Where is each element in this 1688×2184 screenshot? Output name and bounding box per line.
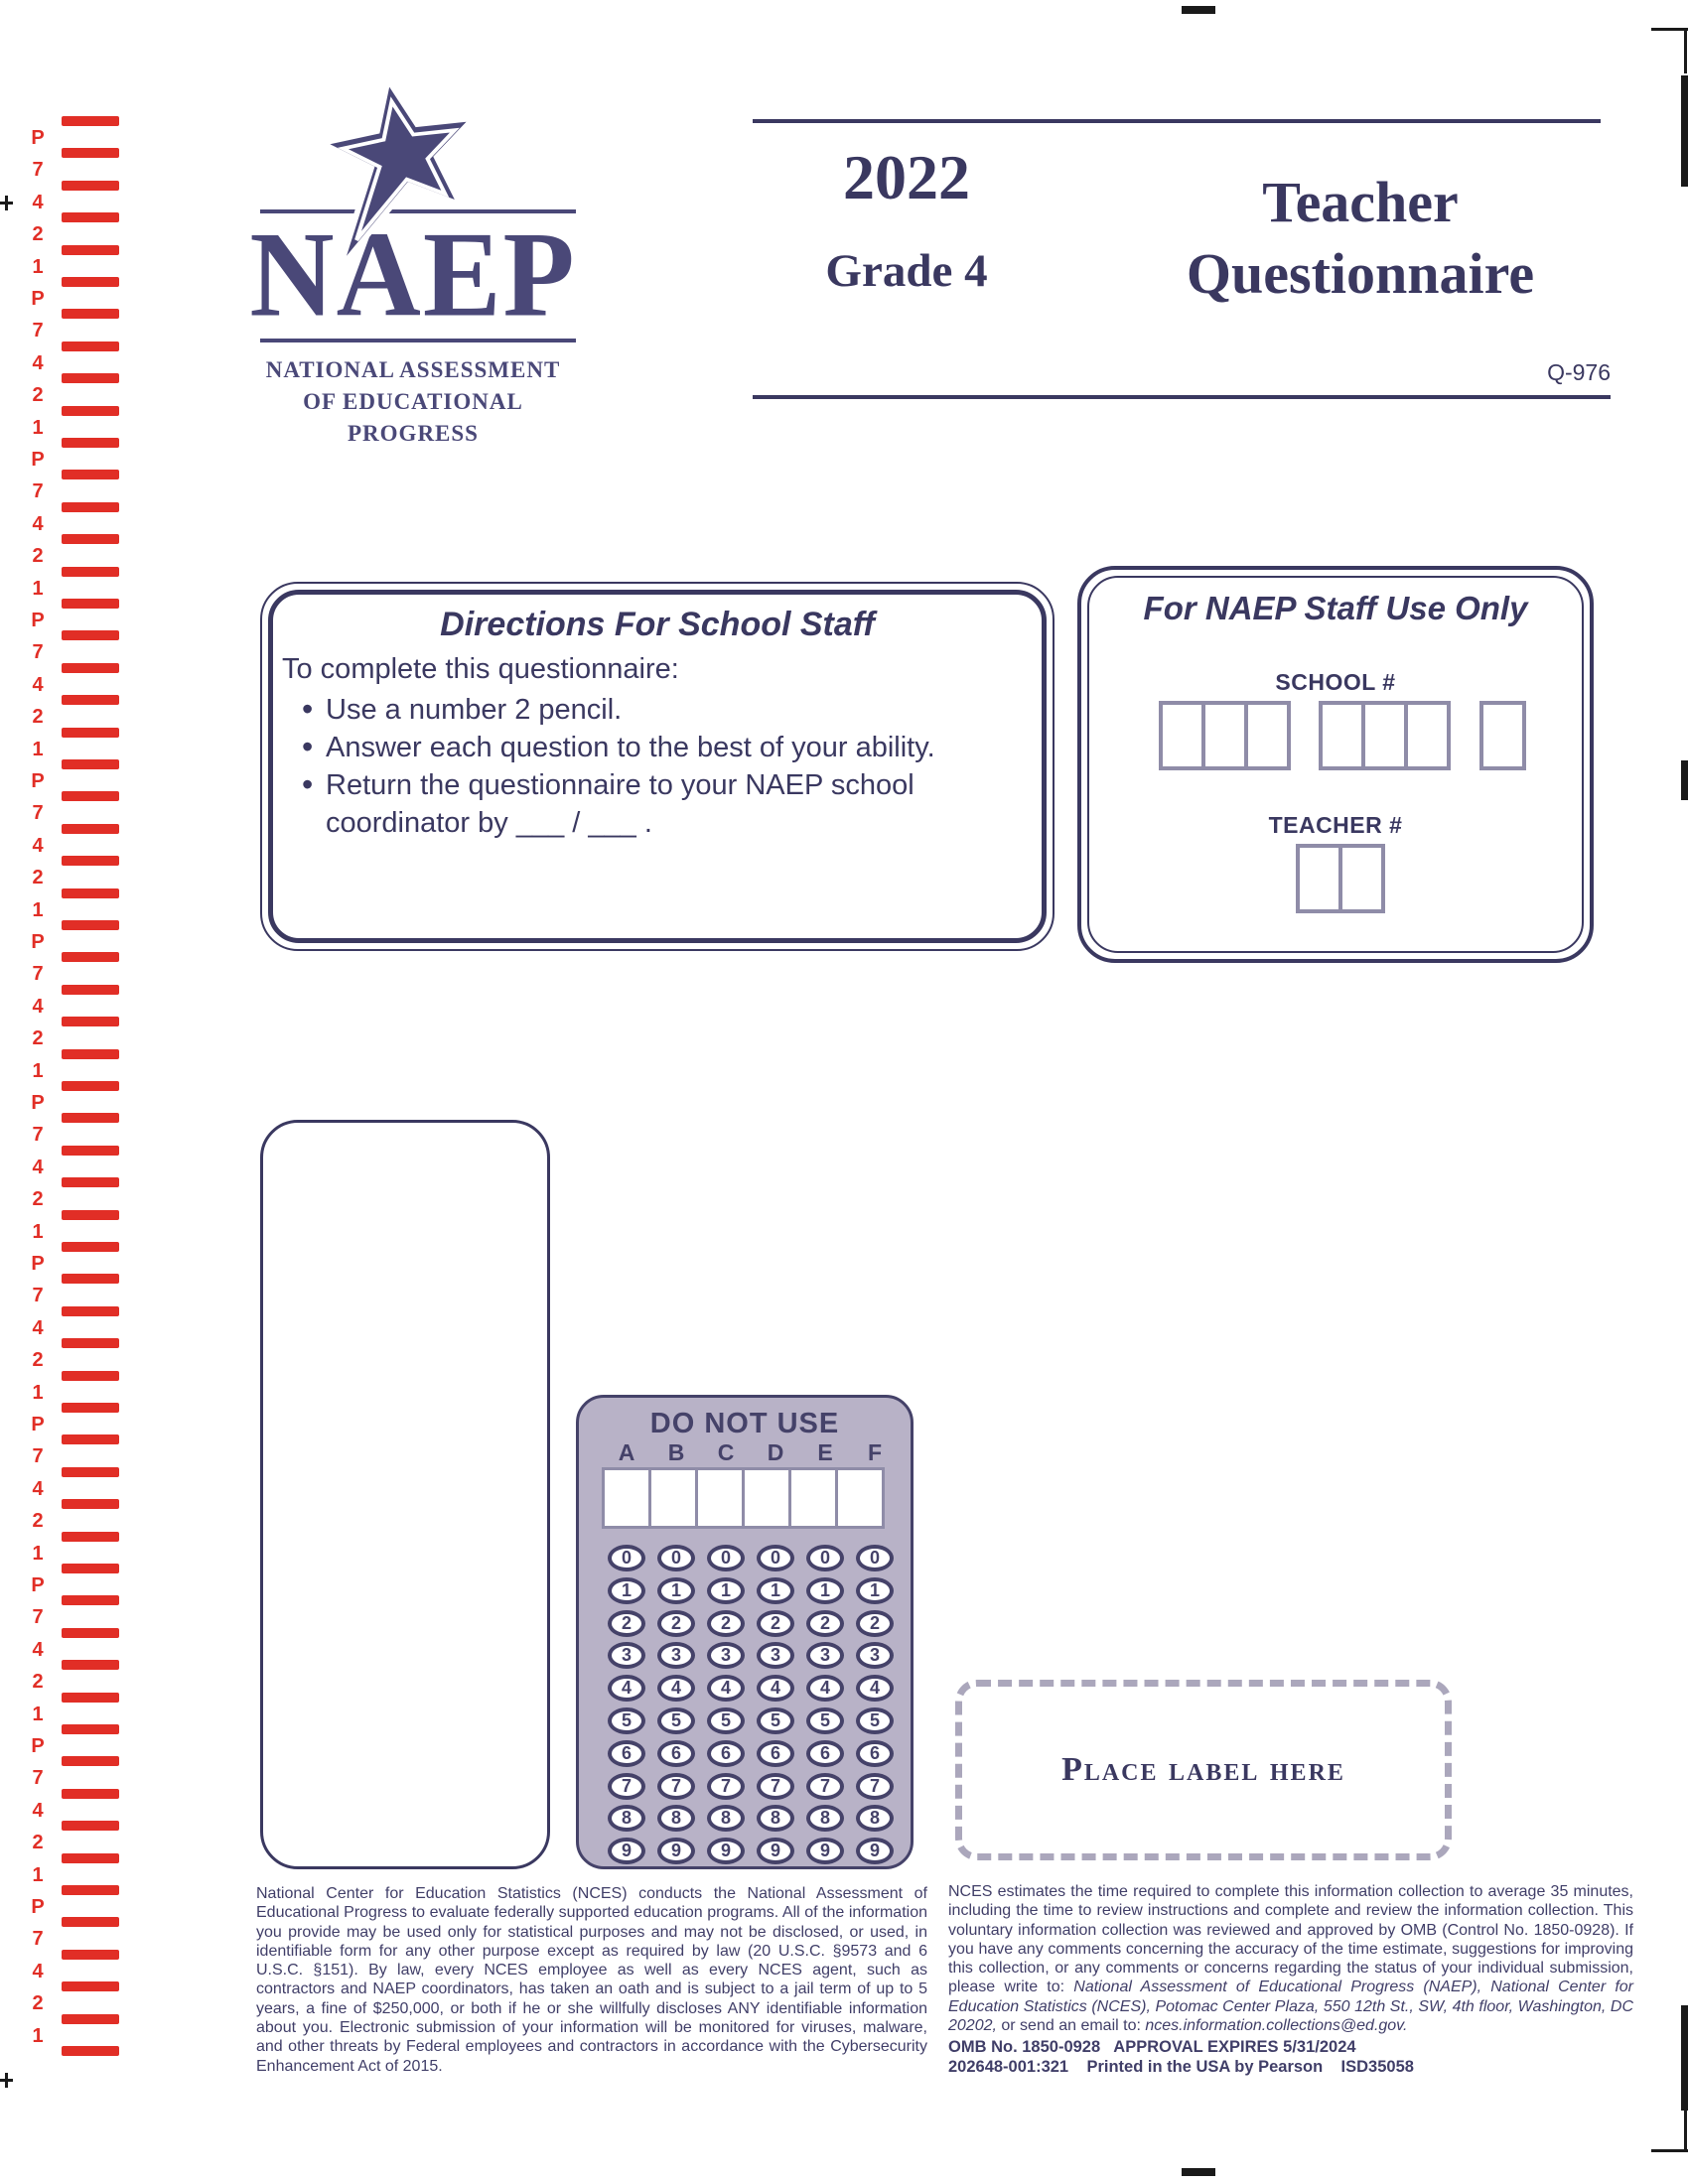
timing-letter: 1 — [32, 738, 44, 760]
dnu-bubble-digit-2[interactable]: 2 — [757, 1610, 794, 1637]
dnu-bubble-digit-0[interactable]: 0 — [856, 1545, 894, 1571]
timing-letter: 4 — [32, 995, 44, 1018]
place-label-box — [955, 1680, 1452, 1860]
naep-staff-box-title: For NAEP Staff Use Only — [1143, 590, 1528, 626]
dnu-bubble-digit-2[interactable]: 2 — [707, 1610, 745, 1637]
dnu-bubble-digit-6[interactable]: 6 — [806, 1740, 844, 1767]
dnu-bubble-digit-8[interactable]: 8 — [707, 1805, 745, 1832]
timing-letter: 4 — [32, 1638, 44, 1661]
dnu-bubble-digit-1[interactable]: 1 — [806, 1577, 844, 1604]
timing-letter: P — [31, 610, 45, 631]
timing-letter: 4 — [32, 191, 44, 213]
timing-letter: 4 — [32, 1960, 44, 1982]
school-cell-group — [1159, 701, 1291, 770]
timing-bar — [62, 1981, 119, 1991]
crosshair-left-bottom-vertical — [5, 2073, 8, 2088]
directions-bullet-list — [300, 691, 1001, 842]
dnu-column-letter-F: F — [867, 1439, 883, 1465]
registration-corner-top-vertical — [1684, 28, 1687, 73]
timing-bar — [62, 1017, 119, 1026]
timing-bar — [62, 1693, 119, 1703]
timing-bar — [62, 470, 119, 479]
directions-box — [260, 582, 1055, 951]
dnu-column-letter-D: D — [767, 1439, 784, 1465]
omb-approval-line: OMB No. 1850-0928 APPROVAL EXPIRES 5/31/2024 — [948, 2038, 1356, 2057]
dnu-bubble-digit-3[interactable]: 3 — [806, 1642, 844, 1669]
timing-letter: 2 — [32, 545, 44, 568]
timing-letter: 2 — [32, 1510, 44, 1533]
registration-bar-right-top — [1681, 75, 1688, 187]
school-number-cell[interactable] — [1159, 701, 1205, 770]
timing-letter: P — [31, 1414, 45, 1435]
dnu-bubble-digit-3[interactable]: 3 — [608, 1642, 645, 1669]
timing-letter: 2 — [32, 1671, 44, 1694]
timing-bar — [62, 1242, 119, 1252]
legal-right-paragraph — [948, 1882, 1633, 2035]
dnu-bubble-digit-0[interactable]: 0 — [608, 1545, 645, 1571]
timing-bar — [62, 373, 119, 383]
timing-letter: P — [31, 1253, 45, 1275]
dnu-bubble-digit-8[interactable]: 8 — [657, 1805, 695, 1832]
dnu-bubble-digit-9[interactable]: 9 — [608, 1838, 645, 1864]
dnu-bubble-digit-5[interactable]: 5 — [757, 1707, 794, 1734]
dnu-bubble-digit-8[interactable]: 8 — [608, 1805, 645, 1832]
timing-bar — [62, 567, 119, 577]
timing-letter: 1 — [32, 1863, 44, 1886]
dnu-bubble-digit-0[interactable]: 0 — [757, 1545, 794, 1571]
registration-corner-top-horizontal — [1651, 28, 1688, 31]
registration-dash-bottom — [1182, 2168, 1215, 2176]
registration-bar-right-bottom — [1681, 2005, 1688, 2111]
dnu-bubble-digit-9[interactable]: 9 — [707, 1838, 745, 1864]
dnu-bubble-digit-0[interactable]: 0 — [707, 1545, 745, 1571]
timing-bar — [62, 1467, 119, 1477]
timing-letter: P — [31, 931, 45, 953]
dnu-bubble-digit-3[interactable]: 3 — [657, 1642, 695, 1669]
dnu-write-cell[interactable] — [835, 1467, 885, 1529]
dnu-bubble-digit-1[interactable]: 1 — [707, 1577, 745, 1604]
dnu-bubble-digit-4[interactable]: 4 — [806, 1675, 844, 1702]
timing-letter: 7 — [32, 1767, 44, 1790]
dnu-bubble-digit-2[interactable]: 2 — [608, 1610, 645, 1637]
timing-letter: 4 — [32, 1477, 44, 1500]
directions-intro: To complete this questionnaire: — [282, 653, 679, 685]
timing-bar — [62, 341, 119, 351]
naep-star-icon — [300, 83, 494, 262]
timing-letter: 1 — [32, 2024, 44, 2047]
dnu-bubble-digit-1[interactable]: 1 — [608, 1577, 645, 1604]
dnu-bubble-digit-3[interactable]: 3 — [707, 1642, 745, 1669]
dnu-write-cell[interactable] — [602, 1467, 651, 1529]
questionnaire-title — [1082, 167, 1638, 310]
timing-letter: 4 — [32, 1316, 44, 1339]
timing-bar — [62, 277, 119, 287]
dnu-bubble-digit-7[interactable]: 7 — [657, 1773, 695, 1800]
directions-box-title: Directions For School Staff — [440, 606, 875, 643]
timing-letter: 7 — [32, 1124, 44, 1147]
dnu-bubble-digit-5[interactable]: 5 — [707, 1707, 745, 1734]
timing-bar — [62, 1338, 119, 1348]
dnu-bubble-digit-7[interactable]: 7 — [608, 1773, 645, 1800]
school-number-cell[interactable] — [1244, 701, 1291, 770]
timing-letter: P — [31, 1735, 45, 1757]
registration-bar-right-middle — [1681, 760, 1688, 800]
dnu-write-cell[interactable] — [788, 1467, 838, 1529]
timing-letter: 7 — [32, 1285, 44, 1307]
dnu-bubble-digit-2[interactable]: 2 — [657, 1610, 695, 1637]
timing-letter: P — [31, 1896, 45, 1918]
dnu-bubble-digit-1[interactable]: 1 — [657, 1577, 695, 1604]
directions-bullet-3: • Return the questionnaire to your NAEP school coordinator by ___ / ___ . — [300, 766, 1001, 842]
dnu-bubble-digit-7[interactable]: 7 — [856, 1773, 894, 1800]
timing-bar — [62, 1821, 119, 1831]
timing-letter: 2 — [32, 1349, 44, 1372]
timing-bar — [62, 1049, 119, 1059]
legal-right-italic-segment: National Assessment of Educational Progress (NAEP), National Center for Education Statistics (NCES), Potomac Center Plaza, 550 12th St., SW, 4th floor, Washington, DC 20202, — [948, 1979, 1633, 2035]
dnu-bubble-digit-9[interactable]: 9 — [806, 1838, 844, 1864]
timing-letter: 4 — [32, 673, 44, 696]
form-code: Q-976 — [1547, 359, 1611, 385]
timing-bar — [62, 1532, 119, 1542]
timing-bar — [62, 1950, 119, 1960]
timing-bar — [62, 759, 119, 769]
timing-letter: 4 — [32, 351, 44, 374]
dnu-bubble-digit-7[interactable]: 7 — [707, 1773, 745, 1800]
timing-letter: 1 — [32, 1220, 44, 1243]
dnu-bubble-digit-2[interactable]: 2 — [806, 1610, 844, 1637]
timing-letter: 4 — [32, 834, 44, 857]
dnu-bubble-digit-5[interactable]: 5 — [806, 1707, 844, 1734]
timing-letter: P — [31, 770, 45, 792]
dnu-bubble-digit-8[interactable]: 8 — [856, 1805, 894, 1832]
timing-bar — [62, 728, 119, 738]
timing-bar — [62, 630, 119, 640]
header-rule-top — [753, 119, 1601, 123]
timing-letter: 1 — [32, 1381, 44, 1404]
dnu-bubble-digit-4[interactable]: 4 — [856, 1675, 894, 1702]
legal-right-italic-segment: nces.information.collections@ed.gov. — [1145, 2017, 1408, 2035]
timing-bar — [62, 952, 119, 962]
blank-write-in-box — [260, 1120, 550, 1869]
timing-letter: 1 — [32, 416, 44, 439]
dnu-bubble-digit-7[interactable]: 7 — [757, 1773, 794, 1800]
dnu-column-letter-C: C — [717, 1439, 735, 1465]
timing-bar — [62, 1756, 119, 1766]
timing-letter: 2 — [32, 1188, 44, 1211]
timing-letter: P — [31, 1574, 45, 1596]
legal-right-block — [948, 1882, 1633, 2077]
dnu-bubble-digit-4[interactable]: 4 — [608, 1675, 645, 1702]
questionnaire-title-line2: Questionnaire — [1186, 241, 1535, 306]
timing-bar — [62, 1595, 119, 1605]
timing-letter: P — [31, 127, 45, 149]
timing-bar — [62, 1660, 119, 1670]
timing-letter: 1 — [32, 1542, 44, 1565]
timing-bar — [62, 1917, 119, 1927]
timing-bar — [62, 1789, 119, 1799]
timing-bar — [62, 438, 119, 448]
timing-bar — [62, 1113, 119, 1123]
legal-right-segment: or send an email to: — [996, 2017, 1146, 2035]
timing-bar — [62, 824, 119, 834]
timing-bar — [62, 1274, 119, 1284]
school-cell-group — [1319, 701, 1451, 770]
do-not-use-title: DO NOT USE — [649, 1408, 840, 1439]
timing-bar — [62, 212, 119, 222]
teacher-number-cell[interactable] — [1296, 844, 1342, 913]
dnu-bubble-digit-2[interactable]: 2 — [856, 1610, 894, 1637]
timing-bar — [62, 181, 119, 191]
dnu-bubble-digit-9[interactable]: 9 — [856, 1838, 894, 1864]
timing-bar — [62, 888, 119, 898]
timing-letter: 2 — [32, 706, 44, 729]
timing-bar — [62, 1499, 119, 1509]
dnu-bubble-digit-4[interactable]: 4 — [657, 1675, 695, 1702]
school-number-cell[interactable] — [1361, 701, 1408, 770]
dnu-column-letter-B: B — [667, 1439, 685, 1465]
dnu-write-cell[interactable] — [695, 1467, 745, 1529]
timing-bar — [62, 534, 119, 544]
dnu-column-letter-A: A — [618, 1439, 635, 1465]
dnu-bubble-digit-6[interactable]: 6 — [608, 1740, 645, 1767]
dnu-bubble-digit-7[interactable]: 7 — [806, 1773, 844, 1800]
school-number-label: SCHOOL # — [1275, 669, 1396, 695]
school-number-cell[interactable] — [1201, 701, 1248, 770]
dnu-bubble-digit-4[interactable]: 4 — [757, 1675, 794, 1702]
timing-letter: P — [31, 449, 45, 471]
timing-letter: 1 — [32, 1059, 44, 1082]
timing-letter: P — [31, 288, 45, 310]
timing-letter: 1 — [32, 898, 44, 921]
timing-bar — [62, 116, 119, 126]
timing-bar — [62, 2046, 119, 2056]
timing-letter: 4 — [32, 512, 44, 535]
legal-left-paragraph: National Center for Education Statistics (NCES) conducts the National Assessment of Educational Progress to evaluate federally supported education programs. All of the information you provide may be used only for statistical purposes and may not be disclosed, or used, in identifiable form for any other purpose except as required by law (20 U.S.C. §9573 and 6 U.S.C. §151). By law, every NCES employee as well as every NCES agent, such as contractors and NAEP coordinators, has taken an oath and is subject to a jail term of up to 5 years, a fine of $250,000, or both if he or she willfully discloses ANY identifiable information about you. Electronic submission of your information will be monitored for viruses, malware, and other threats by Federal employees and contractors in accordance with the Cybersecurity Enhancement Act of 2015. — [256, 1885, 927, 2075]
dnu-write-cell[interactable] — [648, 1467, 698, 1529]
timing-letter: 7 — [32, 480, 44, 503]
print-code-line: 202648-001:321 Printed in the USA by Pearson ISD35058 — [948, 2058, 1414, 2077]
registration-corner-bottom-vertical — [1684, 2111, 1687, 2152]
timing-bar — [62, 663, 119, 673]
timing-letter: 4 — [32, 1156, 44, 1178]
dnu-bubble-digit-3[interactable]: 3 — [757, 1642, 794, 1669]
timing-letter: P — [31, 1092, 45, 1114]
dnu-bubble-digit-9[interactable]: 9 — [657, 1838, 695, 1864]
timing-bar — [62, 856, 119, 866]
timing-bar — [62, 1403, 119, 1413]
timing-bar — [62, 309, 119, 319]
dnu-bubble-digit-9[interactable]: 9 — [757, 1838, 794, 1864]
dnu-bubble-digit-8[interactable]: 8 — [806, 1805, 844, 1832]
timing-bar — [62, 985, 119, 995]
timing-letter: 4 — [32, 1799, 44, 1822]
school-number-cell[interactable] — [1404, 701, 1451, 770]
timing-letter: 7 — [32, 1606, 44, 1629]
assessment-year: 2022 — [843, 142, 970, 212]
timing-bar — [62, 599, 119, 609]
timing-bar — [62, 1853, 119, 1863]
org-name-line1: NATIONAL ASSESSMENT — [265, 357, 561, 382]
timing-letter: 2 — [32, 384, 44, 407]
org-name-line2: OF EDUCATIONAL — [303, 389, 523, 414]
crosshair-left-top-vertical — [5, 196, 8, 210]
timing-bar — [62, 406, 119, 416]
timing-bar — [62, 1628, 119, 1638]
directions-bullet-1: • Use a number 2 pencil. — [300, 691, 1001, 729]
dnu-bubble-digit-1[interactable]: 1 — [856, 1577, 894, 1604]
timing-bar — [62, 695, 119, 705]
timing-bar — [62, 920, 119, 930]
dnu-bubble-digit-6[interactable]: 6 — [757, 1740, 794, 1767]
timing-bar — [62, 1306, 119, 1316]
teacher-cell-group — [1296, 844, 1385, 913]
timing-bar — [62, 148, 119, 158]
timing-letter: 7 — [32, 641, 44, 664]
timing-bar — [62, 1210, 119, 1220]
dnu-bubble-digit-1[interactable]: 1 — [757, 1577, 794, 1604]
dnu-write-cells-row — [602, 1467, 885, 1529]
timing-letter: 2 — [32, 223, 44, 246]
timing-bar — [62, 1434, 119, 1444]
place-label-text: Place label here — [1061, 1751, 1345, 1788]
dnu-column-letter-E: E — [817, 1439, 833, 1465]
timing-letter: 7 — [32, 1928, 44, 1951]
school-number-cell[interactable] — [1479, 701, 1526, 770]
org-name-line3: PROGRESS — [348, 421, 479, 446]
timing-letter: 7 — [32, 1445, 44, 1468]
questionnaire-title-line1: Teacher — [1262, 170, 1459, 234]
dnu-bubble-digit-6[interactable]: 6 — [856, 1740, 894, 1767]
grade-label: Grade 4 — [825, 245, 988, 297]
dnu-bubble-digit-3[interactable]: 3 — [856, 1642, 894, 1669]
dnu-bubble-digit-0[interactable]: 0 — [657, 1545, 695, 1571]
timing-letter: 1 — [32, 577, 44, 600]
school-cell-group — [1479, 701, 1526, 770]
teacher-number-label: TEACHER # — [1268, 812, 1403, 838]
timing-bar — [62, 502, 119, 512]
timing-bar — [62, 1146, 119, 1156]
dnu-bubble-digit-6[interactable]: 6 — [707, 1740, 745, 1767]
timing-letter: 7 — [32, 159, 44, 182]
timing-bar — [62, 245, 119, 255]
naep-logo-acronym: NAEP — [249, 206, 577, 342]
header-rule-bottom — [753, 395, 1611, 399]
dnu-bubble-digit-5[interactable]: 5 — [608, 1707, 645, 1734]
timing-letter: 2 — [32, 1027, 44, 1050]
registration-corner-bottom-horizontal — [1651, 2149, 1688, 2152]
timing-bar — [62, 1885, 119, 1895]
teacher-number-cell[interactable] — [1338, 844, 1385, 913]
school-number-cell[interactable] — [1319, 701, 1365, 770]
dnu-bubble-digit-4[interactable]: 4 — [707, 1675, 745, 1702]
timing-bar — [62, 1081, 119, 1091]
timing-bar — [62, 791, 119, 801]
timing-bar — [62, 1177, 119, 1187]
timing-bar — [62, 2014, 119, 2024]
dnu-bubble-digit-8[interactable]: 8 — [757, 1805, 794, 1832]
timing-letter: 7 — [32, 320, 44, 342]
timing-letter: 2 — [32, 1832, 44, 1854]
timing-letter: 7 — [32, 963, 44, 986]
timing-bar — [62, 1724, 119, 1734]
legal-right-segment: NCES estimates the time required to complete this information collection to average 35 minutes, including the time to review instructions and complete and review the information collection. This voluntary information collection was reviewed and approved by OMB (Control No. 1850-0928). If you have any comments concerning the accuracy of the time estimate, suggestions for improving this collection, or any comments or concerns regarding the status of your individual submission, please write to: — [948, 1883, 1633, 1996]
timing-letter: 2 — [32, 867, 44, 889]
timing-bar — [62, 1564, 119, 1573]
timing-letter: 1 — [32, 1703, 44, 1725]
dnu-bubble-digit-5[interactable]: 5 — [657, 1707, 695, 1734]
timing-letter: 1 — [32, 255, 44, 278]
dnu-bubble-digit-6[interactable]: 6 — [657, 1740, 695, 1767]
registration-dash-top — [1182, 6, 1215, 14]
timing-letter: 2 — [32, 1992, 44, 2015]
dnu-write-cell[interactable] — [742, 1467, 791, 1529]
do-not-use-panel — [576, 1395, 914, 1869]
dnu-bubble-digit-5[interactable]: 5 — [856, 1707, 894, 1734]
timing-bar — [62, 1371, 119, 1381]
directions-bullet-2: • Answer each question to the best of your ability. — [300, 729, 1001, 766]
dnu-bubble-digit-0[interactable]: 0 — [806, 1545, 844, 1571]
timing-letter: 7 — [32, 802, 44, 825]
